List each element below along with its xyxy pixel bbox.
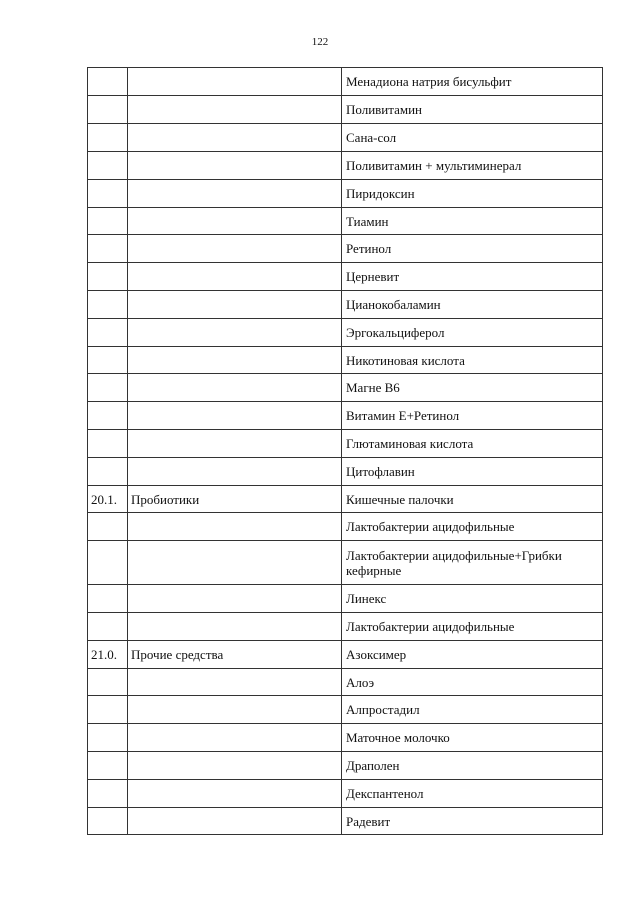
table-row: [88, 613, 603, 641]
row-number-cell: [88, 96, 128, 124]
group-name-cell: [128, 513, 342, 541]
row-number-cell: [88, 319, 128, 347]
drug-name-cell: Азоксимер: [342, 641, 603, 669]
drug-name-cell: Церневит: [342, 263, 603, 291]
row-number-cell: [88, 458, 128, 486]
table-body: [88, 68, 603, 835]
table-row: [88, 513, 603, 541]
row-number-cell: [88, 402, 128, 430]
table-row: [88, 124, 603, 152]
table-row: [88, 291, 603, 319]
row-number-cell: [88, 68, 128, 96]
row-number-cell: [88, 291, 128, 319]
group-name-cell: [128, 319, 342, 347]
group-name-cell: Пробиотики: [128, 486, 342, 513]
group-name-cell: [128, 68, 342, 96]
drug-table: [87, 67, 603, 835]
table-row: [88, 180, 603, 208]
group-name-cell: [128, 669, 342, 696]
table-row: [88, 486, 603, 513]
table-row: [88, 752, 603, 780]
row-number-cell: [88, 208, 128, 235]
drug-name-cell: Алоэ: [342, 669, 603, 696]
row-number-cell: [88, 513, 128, 541]
drug-name-cell: Лактобактерии ацидофильные+Грибки кефирные: [342, 541, 603, 585]
drug-name-cell: Менадиона натрия бисульфит: [342, 68, 603, 96]
group-name-cell: [128, 124, 342, 152]
table-row: [88, 347, 603, 374]
table-row: [88, 68, 603, 96]
table-row: [88, 235, 603, 263]
table-row: [88, 402, 603, 430]
group-name-cell: [128, 541, 342, 585]
table-row: [88, 208, 603, 235]
row-number-cell: [88, 235, 128, 263]
table-row: [88, 585, 603, 613]
row-number-cell: [88, 374, 128, 402]
group-name-cell: [128, 402, 342, 430]
drug-name-cell: Эргокальциферол: [342, 319, 603, 347]
drug-name-cell: Магне В6: [342, 374, 603, 402]
row-number-cell: [88, 752, 128, 780]
row-number-cell: 21.0.: [88, 641, 128, 669]
group-name-cell: [128, 752, 342, 780]
row-number-cell: [88, 152, 128, 180]
row-number-cell: [88, 696, 128, 724]
table-row: [88, 152, 603, 180]
drug-name-cell: Ретинол: [342, 235, 603, 263]
group-name-cell: [128, 613, 342, 641]
row-number-cell: [88, 780, 128, 808]
drug-name-cell: Никотиновая кислота: [342, 347, 603, 374]
row-number-cell: [88, 263, 128, 291]
drug-name-cell: Лактобактерии ацидофильные: [342, 513, 603, 541]
row-number-cell: 20.1.: [88, 486, 128, 513]
table-row: [88, 641, 603, 669]
group-name-cell: [128, 96, 342, 124]
row-number-cell: [88, 541, 128, 585]
table-row: [88, 458, 603, 486]
group-name-cell: [128, 291, 342, 319]
drug-name-cell: Поливитамин + мультиминерал: [342, 152, 603, 180]
table-row: [88, 724, 603, 752]
drug-name-cell: Маточное молочко: [342, 724, 603, 752]
table-row: [88, 96, 603, 124]
table-row: [88, 374, 603, 402]
row-number-cell: [88, 613, 128, 641]
group-name-cell: [128, 458, 342, 486]
row-number-cell: [88, 585, 128, 613]
table-row: [88, 669, 603, 696]
drug-name-cell: Лактобактерии ацидофильные: [342, 613, 603, 641]
row-number-cell: [88, 808, 128, 835]
drug-name-cell: Декспантенол: [342, 780, 603, 808]
row-number-cell: [88, 347, 128, 374]
group-name-cell: [128, 152, 342, 180]
group-name-cell: [128, 180, 342, 208]
drug-name-cell: Алпростадил: [342, 696, 603, 724]
group-name-cell: [128, 263, 342, 291]
drug-name-cell: Линекс: [342, 585, 603, 613]
table-row: [88, 541, 603, 585]
table-row: [88, 780, 603, 808]
row-number-cell: [88, 124, 128, 152]
drug-name-cell: Пиридоксин: [342, 180, 603, 208]
table-row: [88, 808, 603, 835]
page-number: 122: [311, 36, 329, 48]
table-row: [88, 696, 603, 724]
table-row: [88, 430, 603, 458]
group-name-cell: [128, 724, 342, 752]
group-name-cell: Прочие средства: [128, 641, 342, 669]
drug-name-cell: Кишечные палочки: [342, 486, 603, 513]
drug-name-cell: Цитофлавин: [342, 458, 603, 486]
group-name-cell: [128, 347, 342, 374]
row-number-cell: [88, 724, 128, 752]
drug-name-cell: Радевит: [342, 808, 603, 835]
table-row: [88, 319, 603, 347]
row-number-cell: [88, 430, 128, 458]
row-number-cell: [88, 669, 128, 696]
group-name-cell: [128, 235, 342, 263]
group-name-cell: [128, 696, 342, 724]
drug-name-cell: Поливитамин: [342, 96, 603, 124]
drug-name-cell: Цианокобаламин: [342, 291, 603, 319]
row-number-cell: [88, 180, 128, 208]
group-name-cell: [128, 808, 342, 835]
drug-name-cell: Глютаминовая кислота: [342, 430, 603, 458]
group-name-cell: [128, 430, 342, 458]
group-name-cell: [128, 585, 342, 613]
drug-name-cell: Витамин Е+Ретинол: [342, 402, 603, 430]
drug-name-cell: Тиамин: [342, 208, 603, 235]
drug-name-cell: Драполен: [342, 752, 603, 780]
group-name-cell: [128, 780, 342, 808]
drug-name-cell: Сана-сол: [342, 124, 603, 152]
table-row: [88, 263, 603, 291]
group-name-cell: [128, 208, 342, 235]
group-name-cell: [128, 374, 342, 402]
